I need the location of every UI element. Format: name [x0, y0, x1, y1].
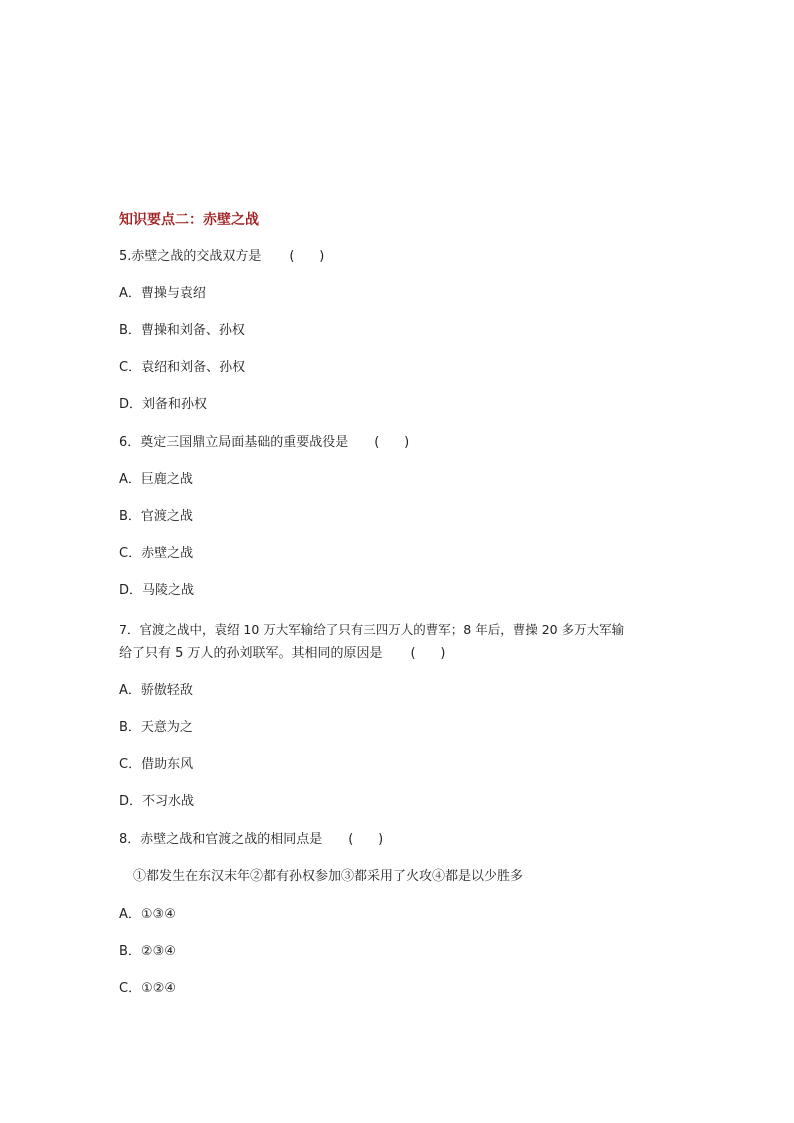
question-6-option-a: A．巨鹿之战 — [119, 472, 193, 487]
question-8-option-c: C．①②④ — [119, 981, 177, 996]
section-title: 知识要点二：赤壁之战 — [119, 212, 259, 228]
answer-bracket: ( ) — [289, 249, 325, 264]
question-7-stem-line-2 — [119, 645, 445, 663]
question-8-option-a: A．①③④ — [119, 907, 176, 922]
question-7-option-d: D．不习水战 — [119, 794, 195, 809]
question-5-option-d: D．刘备和孙权 — [119, 397, 208, 412]
question-7-text: 给了只有 5 万人的孙刘联军。其相同的原因是 — [119, 646, 383, 661]
question-7-option-b: B．天意为之 — [119, 720, 193, 735]
question-5-option-c: C．袁绍和刘备、孙权 — [119, 360, 246, 375]
question-6-option-b: B．官渡之战 — [119, 509, 193, 524]
question-5-text: 5.赤壁之战的交战双方是 — [119, 249, 262, 264]
question-6-stem — [119, 434, 409, 452]
question-7-option-a: A．骄傲轻敌 — [119, 683, 193, 698]
answer-bracket: ( ) — [410, 646, 446, 661]
answer-bracket: ( ) — [348, 832, 384, 847]
question-5-option-a: A．曹操与袁绍 — [119, 286, 206, 301]
question-6-option-c: C．赤壁之战 — [119, 546, 194, 561]
question-8-option-b: B．②③④ — [119, 944, 176, 959]
question-5-option-b: B．曹操和刘备、孙权 — [119, 323, 245, 338]
question-8-statement: ①都发生在东汉末年②都有孙权参加③都采用了火攻④都是以少胜多 — [133, 869, 524, 884]
question-6-option-d: D．马陵之战 — [119, 583, 195, 598]
question-7-stem-line-1: 7．官渡之战中，袁绍 10 万大军输给了只有三四万人的曹军；8 年后，曹操 20 多万大军输 — [119, 622, 625, 637]
question-7-option-c: C．借助东风 — [119, 757, 194, 772]
question-8-text: 8．赤壁之战和官渡之战的相同点是 — [119, 832, 323, 847]
answer-bracket: ( ) — [374, 435, 410, 450]
question-5-stem — [119, 248, 324, 266]
question-6-text: 6．奠定三国鼎立局面基础的重要战役是 — [119, 435, 349, 450]
question-8-stem — [119, 831, 383, 849]
